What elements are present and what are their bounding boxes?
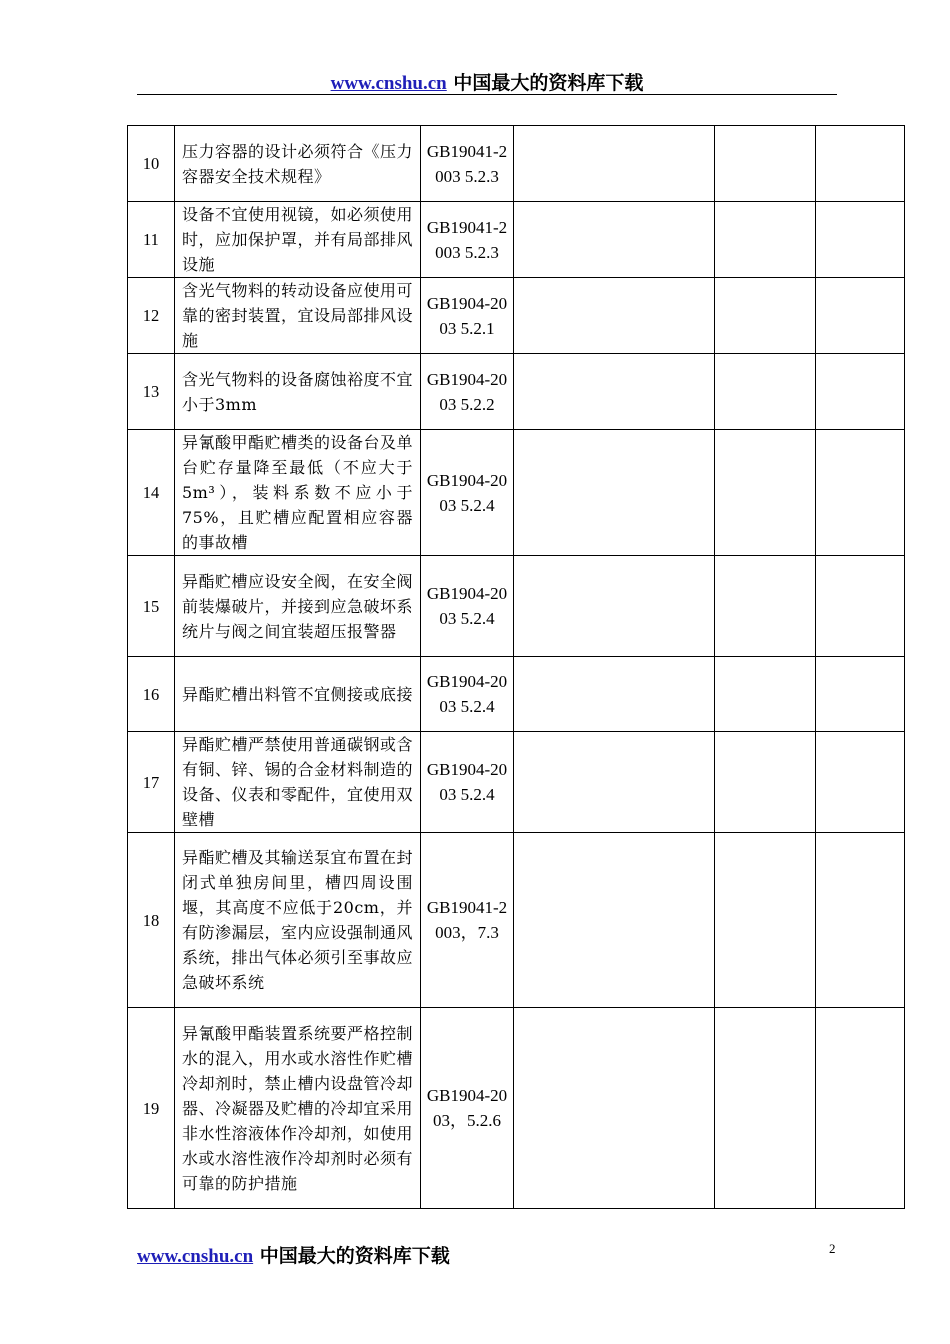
row-number: 16: [128, 657, 175, 732]
header-link[interactable]: www.cnshu.cn: [330, 73, 447, 94]
footer-text: 中国最大的资料库下载: [253, 1245, 450, 1267]
row-blank-cell[interactable]: [715, 833, 816, 1008]
row-number: 10: [128, 126, 175, 202]
table-row: [128, 1008, 905, 1209]
row-standard: GB1904-2003 5.2.1: [421, 278, 514, 354]
row-standard: GB1904-2003，5.2.6: [421, 1008, 514, 1209]
row-blank-cell[interactable]: [715, 732, 816, 833]
row-blank-cell[interactable]: [514, 354, 715, 430]
table-row: [128, 833, 905, 1008]
row-number: 19: [128, 1008, 175, 1209]
table-row: [128, 732, 905, 833]
row-blank-cell[interactable]: [816, 278, 905, 354]
row-blank-cell[interactable]: [816, 1008, 905, 1209]
row-requirement: 压力容器的设计必须符合《压力容器安全技术规程》: [175, 126, 421, 202]
row-blank-cell[interactable]: [514, 1008, 715, 1209]
row-number: 13: [128, 354, 175, 430]
row-requirement: 异酯贮槽出料管不宜侧接或底接: [175, 657, 421, 732]
row-blank-cell[interactable]: [816, 126, 905, 202]
row-blank-cell[interactable]: [816, 354, 905, 430]
footer-link[interactable]: www.cnshu.cn: [137, 1246, 254, 1267]
table-row: [128, 657, 905, 732]
row-blank-cell[interactable]: [514, 556, 715, 657]
row-blank-cell[interactable]: [816, 833, 905, 1008]
row-blank-cell[interactable]: [715, 126, 816, 202]
row-blank-cell[interactable]: [514, 126, 715, 202]
page-header: [137, 68, 837, 95]
row-standard: GB19041-2003 5.2.3: [421, 202, 514, 278]
row-standard: GB19041-2003 5.2.3: [421, 126, 514, 202]
row-standard: GB1904-2003 5.2.4: [421, 732, 514, 833]
table-row: [128, 354, 905, 430]
row-requirement: 含光气物料的设备腐蚀裕度不宜小于3mm: [175, 354, 421, 430]
row-standard: GB1904-2003 5.2.4: [421, 430, 514, 556]
table-row: [128, 430, 905, 556]
row-blank-cell[interactable]: [816, 732, 905, 833]
row-blank-cell[interactable]: [514, 202, 715, 278]
checklist-table: [127, 125, 905, 1209]
table-row: [128, 202, 905, 278]
row-blank-cell[interactable]: [514, 833, 715, 1008]
row-blank-cell[interactable]: [715, 1008, 816, 1209]
table-row: [128, 278, 905, 354]
row-blank-cell[interactable]: [514, 430, 715, 556]
table-row: [128, 556, 905, 657]
row-blank-cell[interactable]: [715, 202, 816, 278]
row-requirement: 含光气物料的转动设备应使用可靠的密封装置，宜设局部排风设施: [175, 278, 421, 354]
row-requirement: 异氰酸甲酯贮槽类的设备台及单台贮存量降至最低（不应大于5m³），装料系数不应小于75%，且贮槽应配置相应容器的事故槽: [175, 430, 421, 556]
row-standard: GB1904-2003 5.2.4: [421, 556, 514, 657]
header-rule: [137, 94, 837, 95]
page-number: 2: [829, 1241, 836, 1256]
row-blank-cell[interactable]: [715, 278, 816, 354]
row-requirement: 异酯贮槽严禁使用普通碳钢或含有铜、锌、锡的合金材料制造的设备、仪表和零配件，宜使用双壁槽: [175, 732, 421, 833]
row-blank-cell[interactable]: [816, 430, 905, 556]
row-requirement: 设备不宜使用视镜，如必须使用时，应加保护罩，并有局部排风设施: [175, 202, 421, 278]
row-blank-cell[interactable]: [816, 556, 905, 657]
row-blank-cell[interactable]: [715, 657, 816, 732]
row-number: 12: [128, 278, 175, 354]
row-blank-cell[interactable]: [514, 657, 715, 732]
page-footer: [137, 1241, 450, 1268]
row-number: 17: [128, 732, 175, 833]
row-requirement: 异酯贮槽应设安全阀，在安全阀前装爆破片，并接到应急破坏系统片与阀之间宜装超压报警器: [175, 556, 421, 657]
row-blank-cell[interactable]: [816, 202, 905, 278]
row-requirement: 异氰酸甲酯装置系统要严格控制水的混入，用水或水溶性作贮槽冷却剂时，禁止槽内设盘管冷却器、冷凝器及贮槽的冷却宜采用非水性溶液体作冷却剂，如使用水或水溶性液作冷却剂时必须有可靠的防护措施: [175, 1008, 421, 1209]
row-blank-cell[interactable]: [715, 430, 816, 556]
row-blank-cell[interactable]: [715, 556, 816, 657]
header-text: 中国最大的资料库下载: [446, 72, 644, 94]
row-blank-cell[interactable]: [715, 354, 816, 430]
row-blank-cell[interactable]: [514, 278, 715, 354]
row-number: 15: [128, 556, 175, 657]
row-number: 11: [128, 202, 175, 278]
row-number: 14: [128, 430, 175, 556]
row-number: 18: [128, 833, 175, 1008]
row-standard: GB19041-2003，7.3: [421, 833, 514, 1008]
row-requirement: 异酯贮槽及其输送泵宜布置在封闭式单独房间里，槽四周设围堰，其高度不应低于20cm，并有防渗漏层，室内应设强制通风系统，排出气体必须引至事故应急破坏系统: [175, 833, 421, 1008]
row-standard: GB1904-2003 5.2.4: [421, 657, 514, 732]
row-standard: GB1904-2003 5.2.2: [421, 354, 514, 430]
row-blank-cell[interactable]: [816, 657, 905, 732]
table-row: [128, 126, 905, 202]
row-blank-cell[interactable]: [514, 732, 715, 833]
